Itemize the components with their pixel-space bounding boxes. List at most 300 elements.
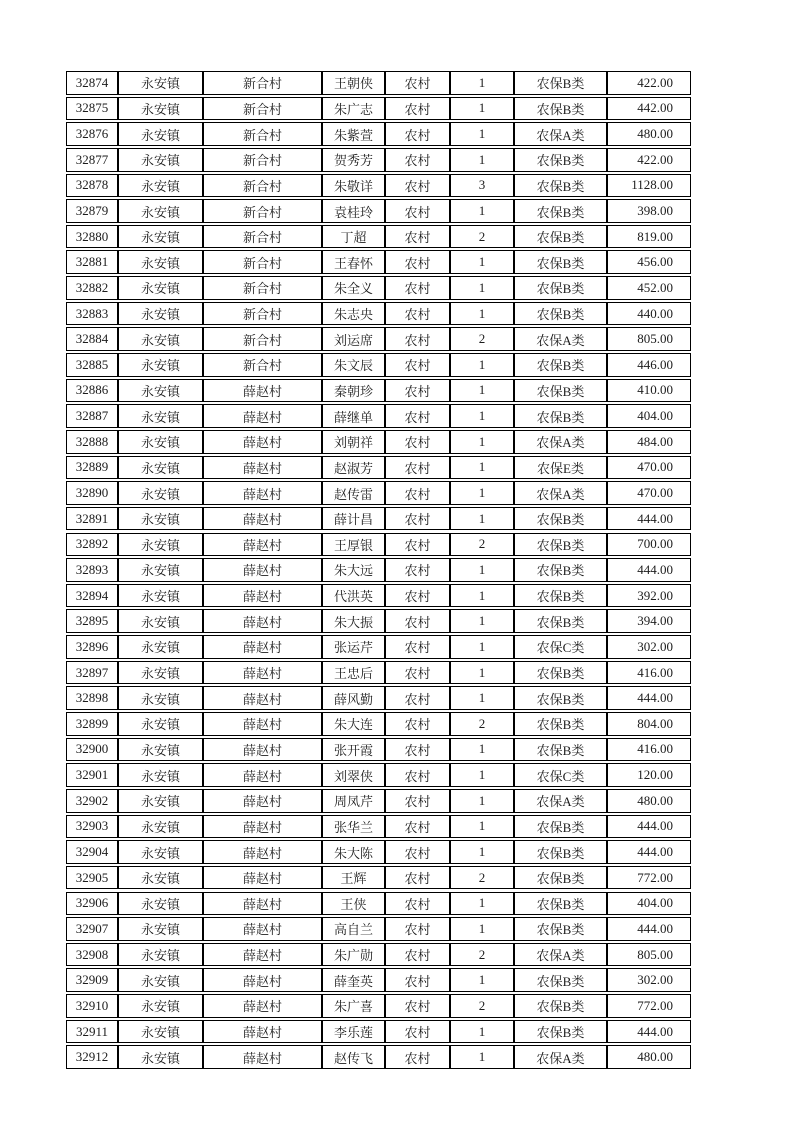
cell-amount: 394.00 <box>607 609 691 633</box>
cell-person-name: 刘运席 <box>322 327 385 351</box>
cell-person-count: 1 <box>450 892 514 916</box>
cell-insurance-class: 农保B类 <box>514 533 607 557</box>
cell-village: 薛赵村 <box>203 558 322 582</box>
cell-insurance-class: 农保E类 <box>514 456 607 480</box>
cell-village: 薛赵村 <box>203 635 322 659</box>
cell-village: 新合村 <box>203 302 322 326</box>
table-row <box>66 276 691 300</box>
cell-record-id: 32904 <box>66 840 118 864</box>
cell-residence-type: 农村 <box>385 1045 450 1069</box>
cell-insurance-class: 农保B类 <box>514 815 607 839</box>
cell-residence-type: 农村 <box>385 763 450 787</box>
cell-residence-type: 农村 <box>385 481 450 505</box>
cell-insurance-class: 农保B类 <box>514 225 607 249</box>
cell-person-name: 王春怀 <box>322 250 385 274</box>
cell-village: 薛赵村 <box>203 712 322 736</box>
cell-town: 永安镇 <box>118 276 203 300</box>
table-row <box>66 71 691 95</box>
cell-residence-type: 农村 <box>385 276 450 300</box>
table-row <box>66 379 691 403</box>
cell-residence-type: 农村 <box>385 609 450 633</box>
cell-village: 新合村 <box>203 71 322 95</box>
cell-insurance-class: 农保A类 <box>514 789 607 813</box>
cell-record-id: 32910 <box>66 994 118 1018</box>
cell-residence-type: 农村 <box>385 968 450 992</box>
cell-person-count: 1 <box>450 353 514 377</box>
cell-residence-type: 农村 <box>385 917 450 941</box>
cell-insurance-class: 农保B类 <box>514 738 607 762</box>
cell-person-count: 1 <box>450 250 514 274</box>
cell-record-id: 32907 <box>66 917 118 941</box>
cell-amount: 422.00 <box>607 148 691 172</box>
cell-town: 永安镇 <box>118 635 203 659</box>
cell-person-name: 朱敬详 <box>322 174 385 198</box>
cell-person-count: 1 <box>450 1045 514 1069</box>
cell-town: 永安镇 <box>118 379 203 403</box>
cell-person-count: 1 <box>450 789 514 813</box>
cell-village: 薛赵村 <box>203 481 322 505</box>
cell-insurance-class: 农保B类 <box>514 379 607 403</box>
cell-village: 薛赵村 <box>203 789 322 813</box>
cell-record-id: 32903 <box>66 815 118 839</box>
cell-village: 薛赵村 <box>203 507 322 531</box>
cell-village: 新合村 <box>203 199 322 223</box>
cell-residence-type: 农村 <box>385 892 450 916</box>
cell-insurance-class: 农保B类 <box>514 917 607 941</box>
cell-person-name: 朱文辰 <box>322 353 385 377</box>
cell-person-name: 薛计昌 <box>322 507 385 531</box>
table-row <box>66 122 691 146</box>
cell-residence-type: 农村 <box>385 122 450 146</box>
cell-village: 薛赵村 <box>203 379 322 403</box>
cell-record-id: 32878 <box>66 174 118 198</box>
cell-insurance-class: 农保B类 <box>514 840 607 864</box>
cell-residence-type: 农村 <box>385 199 450 223</box>
cell-town: 永安镇 <box>118 763 203 787</box>
table-row <box>66 917 691 941</box>
cell-insurance-class: 农保C类 <box>514 635 607 659</box>
cell-village: 新合村 <box>203 327 322 351</box>
cell-record-id: 32882 <box>66 276 118 300</box>
cell-residence-type: 农村 <box>385 533 450 557</box>
cell-amount: 422.00 <box>607 71 691 95</box>
cell-person-count: 2 <box>450 225 514 249</box>
cell-residence-type: 农村 <box>385 353 450 377</box>
cell-record-id: 32899 <box>66 712 118 736</box>
cell-town: 永安镇 <box>118 815 203 839</box>
cell-person-count: 1 <box>450 686 514 710</box>
cell-person-name: 薛奎英 <box>322 968 385 992</box>
cell-record-id: 32883 <box>66 302 118 326</box>
cell-village: 新合村 <box>203 174 322 198</box>
cell-person-name: 李乐莲 <box>322 1020 385 1044</box>
table-row <box>66 1045 691 1069</box>
cell-town: 永安镇 <box>118 943 203 967</box>
cell-village: 薛赵村 <box>203 661 322 685</box>
cell-person-count: 1 <box>450 199 514 223</box>
table-row <box>66 635 691 659</box>
cell-residence-type: 农村 <box>385 584 450 608</box>
cell-town: 永安镇 <box>118 609 203 633</box>
cell-amount: 120.00 <box>607 763 691 787</box>
cell-residence-type: 农村 <box>385 302 450 326</box>
cell-record-id: 32906 <box>66 892 118 916</box>
cell-insurance-class: 农保A类 <box>514 943 607 967</box>
cell-person-count: 1 <box>450 456 514 480</box>
cell-residence-type: 农村 <box>385 97 450 121</box>
cell-residence-type: 农村 <box>385 250 450 274</box>
cell-person-name: 王侠 <box>322 892 385 916</box>
cell-residence-type: 农村 <box>385 456 450 480</box>
cell-town: 永安镇 <box>118 584 203 608</box>
cell-record-id: 32885 <box>66 353 118 377</box>
cell-record-id: 32898 <box>66 686 118 710</box>
cell-person-name: 王朝侠 <box>322 71 385 95</box>
cell-town: 永安镇 <box>118 1020 203 1044</box>
cell-residence-type: 农村 <box>385 327 450 351</box>
cell-insurance-class: 农保B类 <box>514 97 607 121</box>
table-row <box>66 225 691 249</box>
cell-amount: 456.00 <box>607 250 691 274</box>
cell-town: 永安镇 <box>118 122 203 146</box>
cell-village: 薛赵村 <box>203 943 322 967</box>
table-row <box>66 994 691 1018</box>
cell-record-id: 32912 <box>66 1045 118 1069</box>
cell-insurance-class: 农保B类 <box>514 404 607 428</box>
cell-person-count: 1 <box>450 917 514 941</box>
cell-insurance-class: 农保B类 <box>514 686 607 710</box>
cell-village: 薛赵村 <box>203 738 322 762</box>
cell-person-name: 周凤芹 <box>322 789 385 813</box>
table-row <box>66 789 691 813</box>
cell-amount: 404.00 <box>607 892 691 916</box>
cell-record-id: 32895 <box>66 609 118 633</box>
cell-village: 新合村 <box>203 225 322 249</box>
cell-residence-type: 农村 <box>385 661 450 685</box>
cell-record-id: 32896 <box>66 635 118 659</box>
cell-amount: 444.00 <box>607 840 691 864</box>
cell-amount: 404.00 <box>607 404 691 428</box>
cell-amount: 484.00 <box>607 430 691 454</box>
cell-town: 永安镇 <box>118 481 203 505</box>
cell-person-name: 王忠后 <box>322 661 385 685</box>
cell-record-id: 32911 <box>66 1020 118 1044</box>
cell-amount: 700.00 <box>607 533 691 557</box>
cell-person-count: 1 <box>450 635 514 659</box>
cell-person-name: 朱志央 <box>322 302 385 326</box>
cell-record-id: 32892 <box>66 533 118 557</box>
cell-person-count: 2 <box>450 327 514 351</box>
cell-residence-type: 农村 <box>385 840 450 864</box>
cell-town: 永安镇 <box>118 686 203 710</box>
cell-insurance-class: 农保B类 <box>514 558 607 582</box>
table-row <box>66 584 691 608</box>
cell-village: 薛赵村 <box>203 917 322 941</box>
cell-town: 永安镇 <box>118 71 203 95</box>
cell-person-count: 1 <box>450 507 514 531</box>
cell-person-count: 1 <box>450 97 514 121</box>
cell-record-id: 32879 <box>66 199 118 223</box>
cell-record-id: 32876 <box>66 122 118 146</box>
cell-person-count: 1 <box>450 815 514 839</box>
cell-amount: 392.00 <box>607 584 691 608</box>
cell-town: 永安镇 <box>118 840 203 864</box>
cell-person-count: 3 <box>450 174 514 198</box>
cell-record-id: 32889 <box>66 456 118 480</box>
cell-insurance-class: 农保B类 <box>514 250 607 274</box>
cell-insurance-class: 农保A类 <box>514 327 607 351</box>
cell-record-id: 32877 <box>66 148 118 172</box>
cell-residence-type: 农村 <box>385 943 450 967</box>
cell-amount: 772.00 <box>607 994 691 1018</box>
cell-person-name: 刘翠侠 <box>322 763 385 787</box>
cell-residence-type: 农村 <box>385 815 450 839</box>
cell-person-name: 赵淑芳 <box>322 456 385 480</box>
cell-person-name: 王辉 <box>322 866 385 890</box>
cell-town: 永安镇 <box>118 327 203 351</box>
cell-village: 薛赵村 <box>203 533 322 557</box>
cell-amount: 444.00 <box>607 507 691 531</box>
cell-insurance-class: 农保B类 <box>514 994 607 1018</box>
cell-village: 薛赵村 <box>203 584 322 608</box>
cell-amount: 1128.00 <box>607 174 691 198</box>
table-row <box>66 250 691 274</box>
cell-village: 薛赵村 <box>203 840 322 864</box>
cell-village: 新合村 <box>203 276 322 300</box>
cell-person-name: 朱全义 <box>322 276 385 300</box>
cell-person-name: 朱广勋 <box>322 943 385 967</box>
cell-amount: 446.00 <box>607 353 691 377</box>
cell-person-name: 赵传飞 <box>322 1045 385 1069</box>
table-row <box>66 481 691 505</box>
cell-insurance-class: 农保A类 <box>514 481 607 505</box>
table-row <box>66 404 691 428</box>
cell-amount: 442.00 <box>607 97 691 121</box>
cell-village: 薛赵村 <box>203 430 322 454</box>
table-row <box>66 763 691 787</box>
cell-insurance-class: 农保A类 <box>514 122 607 146</box>
cell-person-count: 2 <box>450 866 514 890</box>
cell-person-count: 1 <box>450 122 514 146</box>
cell-person-name: 袁桂玲 <box>322 199 385 223</box>
cell-person-count: 1 <box>450 763 514 787</box>
table-row <box>66 430 691 454</box>
cell-amount: 480.00 <box>607 1045 691 1069</box>
table-row <box>66 558 691 582</box>
cell-person-count: 2 <box>450 943 514 967</box>
table-row <box>66 738 691 762</box>
cell-person-name: 朱大连 <box>322 712 385 736</box>
cell-residence-type: 农村 <box>385 225 450 249</box>
cell-residence-type: 农村 <box>385 430 450 454</box>
cell-record-id: 32902 <box>66 789 118 813</box>
cell-village: 新合村 <box>203 250 322 274</box>
cell-person-count: 2 <box>450 533 514 557</box>
cell-town: 永安镇 <box>118 353 203 377</box>
cell-person-name: 张华兰 <box>322 815 385 839</box>
cell-person-count: 1 <box>450 738 514 762</box>
cell-person-count: 2 <box>450 712 514 736</box>
cell-record-id: 32886 <box>66 379 118 403</box>
cell-residence-type: 农村 <box>385 148 450 172</box>
cell-town: 永安镇 <box>118 1045 203 1069</box>
cell-record-id: 32887 <box>66 404 118 428</box>
cell-person-count: 1 <box>450 661 514 685</box>
cell-residence-type: 农村 <box>385 1020 450 1044</box>
cell-residence-type: 农村 <box>385 994 450 1018</box>
cell-person-count: 1 <box>450 481 514 505</box>
cell-town: 永安镇 <box>118 250 203 274</box>
cell-village: 薛赵村 <box>203 994 322 1018</box>
cell-person-name: 贺秀芳 <box>322 148 385 172</box>
cell-insurance-class: 农保B类 <box>514 174 607 198</box>
cell-person-name: 朱广喜 <box>322 994 385 1018</box>
cell-record-id: 32875 <box>66 97 118 121</box>
cell-person-count: 1 <box>450 379 514 403</box>
cell-insurance-class: 农保B类 <box>514 609 607 633</box>
cell-record-id: 32891 <box>66 507 118 531</box>
table-row <box>66 609 691 633</box>
table-row <box>66 199 691 223</box>
cell-person-name: 张开霞 <box>322 738 385 762</box>
cell-amount: 772.00 <box>607 866 691 890</box>
cell-town: 永安镇 <box>118 97 203 121</box>
cell-record-id: 32880 <box>66 225 118 249</box>
cell-insurance-class: 农保B类 <box>514 71 607 95</box>
cell-insurance-class: 农保B类 <box>514 276 607 300</box>
cell-village: 新合村 <box>203 148 322 172</box>
cell-residence-type: 农村 <box>385 174 450 198</box>
table-row <box>66 174 691 198</box>
cell-amount: 444.00 <box>607 558 691 582</box>
cell-record-id: 32874 <box>66 71 118 95</box>
table-row <box>66 712 691 736</box>
cell-person-name: 朱大陈 <box>322 840 385 864</box>
cell-amount: 470.00 <box>607 481 691 505</box>
cell-village: 新合村 <box>203 122 322 146</box>
cell-record-id: 32888 <box>66 430 118 454</box>
cell-person-count: 2 <box>450 994 514 1018</box>
cell-town: 永安镇 <box>118 712 203 736</box>
cell-amount: 440.00 <box>607 302 691 326</box>
cell-person-name: 刘朝祥 <box>322 430 385 454</box>
cell-person-name: 代洪英 <box>322 584 385 608</box>
table-row <box>66 892 691 916</box>
cell-residence-type: 农村 <box>385 404 450 428</box>
cell-record-id: 32909 <box>66 968 118 992</box>
table-row <box>66 815 691 839</box>
cell-person-count: 1 <box>450 71 514 95</box>
cell-village: 薛赵村 <box>203 968 322 992</box>
cell-amount: 444.00 <box>607 1020 691 1044</box>
cell-record-id: 32897 <box>66 661 118 685</box>
cell-person-count: 1 <box>450 404 514 428</box>
cell-village: 薛赵村 <box>203 763 322 787</box>
cell-amount: 805.00 <box>607 943 691 967</box>
cell-residence-type: 农村 <box>385 866 450 890</box>
cell-amount: 470.00 <box>607 456 691 480</box>
table-row <box>66 456 691 480</box>
cell-town: 永安镇 <box>118 430 203 454</box>
cell-insurance-class: 农保B类 <box>514 302 607 326</box>
cell-town: 永安镇 <box>118 661 203 685</box>
cell-insurance-class: 农保B类 <box>514 661 607 685</box>
cell-person-name: 薛继单 <box>322 404 385 428</box>
cell-insurance-class: 农保B类 <box>514 507 607 531</box>
cell-person-count: 1 <box>450 1020 514 1044</box>
cell-village: 薛赵村 <box>203 404 322 428</box>
table-row <box>66 97 691 121</box>
cell-residence-type: 农村 <box>385 507 450 531</box>
cell-town: 永安镇 <box>118 507 203 531</box>
table-row <box>66 968 691 992</box>
cell-insurance-class: 农保B类 <box>514 712 607 736</box>
cell-amount: 805.00 <box>607 327 691 351</box>
cell-record-id: 32894 <box>66 584 118 608</box>
cell-village: 薛赵村 <box>203 815 322 839</box>
cell-insurance-class: 农保B类 <box>514 199 607 223</box>
cell-village: 薛赵村 <box>203 1020 322 1044</box>
table-row <box>66 148 691 172</box>
cell-residence-type: 农村 <box>385 686 450 710</box>
cell-town: 永安镇 <box>118 225 203 249</box>
table-row <box>66 327 691 351</box>
cell-person-name: 王厚银 <box>322 533 385 557</box>
cell-village: 薛赵村 <box>203 866 322 890</box>
cell-person-name: 薛风勤 <box>322 686 385 710</box>
cell-amount: 444.00 <box>607 917 691 941</box>
table-row <box>66 840 691 864</box>
cell-residence-type: 农村 <box>385 738 450 762</box>
cell-residence-type: 农村 <box>385 71 450 95</box>
cell-town: 永安镇 <box>118 404 203 428</box>
cell-residence-type: 农村 <box>385 712 450 736</box>
cell-amount: 452.00 <box>607 276 691 300</box>
table-row <box>66 507 691 531</box>
table-row <box>66 302 691 326</box>
cell-insurance-class: 农保B类 <box>514 584 607 608</box>
cell-person-count: 1 <box>450 609 514 633</box>
table-row <box>66 866 691 890</box>
cell-village: 薛赵村 <box>203 892 322 916</box>
cell-town: 永安镇 <box>118 199 203 223</box>
cell-village: 新合村 <box>203 97 322 121</box>
cell-person-count: 1 <box>450 558 514 582</box>
cell-person-count: 1 <box>450 430 514 454</box>
cell-amount: 302.00 <box>607 635 691 659</box>
table-row <box>66 1020 691 1044</box>
cell-record-id: 32884 <box>66 327 118 351</box>
cell-village: 薛赵村 <box>203 609 322 633</box>
cell-town: 永安镇 <box>118 789 203 813</box>
cell-insurance-class: 农保B类 <box>514 892 607 916</box>
cell-record-id: 32908 <box>66 943 118 967</box>
table-row <box>66 353 691 377</box>
cell-insurance-class: 农保B类 <box>514 866 607 890</box>
cell-town: 永安镇 <box>118 558 203 582</box>
cell-village: 薛赵村 <box>203 686 322 710</box>
cell-insurance-class: 农保A类 <box>514 430 607 454</box>
cell-town: 永安镇 <box>118 866 203 890</box>
cell-record-id: 32890 <box>66 481 118 505</box>
cell-residence-type: 农村 <box>385 635 450 659</box>
cell-person-name: 朱大远 <box>322 558 385 582</box>
table-row <box>66 686 691 710</box>
cell-residence-type: 农村 <box>385 379 450 403</box>
cell-person-name: 张运芹 <box>322 635 385 659</box>
cell-person-name: 赵传雷 <box>322 481 385 505</box>
cell-town: 永安镇 <box>118 148 203 172</box>
